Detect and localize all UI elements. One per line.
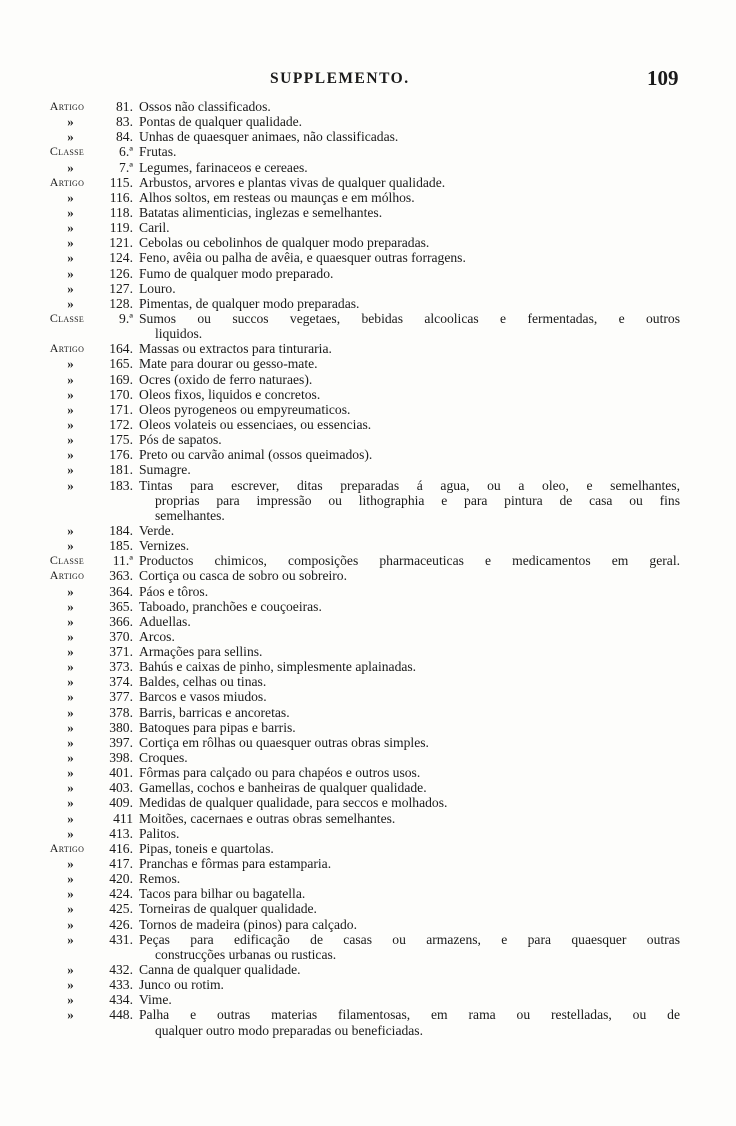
- entry-label: »: [67, 114, 74, 130]
- entry-row: [0, 735, 736, 750]
- entry-text: Fôrmas para calçado ou para chapéos e outros usos.: [139, 765, 421, 781]
- entry-label: »: [67, 780, 74, 796]
- entry-text: Oleos volateis ou essenciaes, ou essencias.: [139, 416, 372, 432]
- entry-text: Torneiras de qualquer qualidade.: [139, 901, 317, 917]
- entry-label: »: [67, 977, 74, 993]
- entry-label: »: [67, 674, 74, 690]
- entry-label: Artigo: [49, 174, 85, 189]
- entry-label: »: [67, 916, 74, 932]
- entry-row: [0, 614, 736, 629]
- entry-number: 371.: [109, 644, 133, 660]
- entry-number: 11.ª: [112, 553, 133, 569]
- entry-row: [0, 356, 736, 371]
- entry-number: 374.: [109, 674, 133, 690]
- entry-text: Vime.: [139, 992, 172, 1008]
- entry-number: 413.: [109, 825, 133, 841]
- entry-text: Fumo de qualquer modo preparado.: [139, 265, 334, 281]
- entry-number: 426.: [109, 916, 133, 932]
- entry-number: 172.: [109, 416, 133, 432]
- entry-label: »: [67, 962, 74, 978]
- entry-text: Unhas de quaesquer animaes, não classificadas.: [139, 129, 399, 145]
- entry-number: 84.: [116, 129, 133, 145]
- entry-label: Classe: [49, 553, 85, 568]
- entry-number: 170.: [109, 386, 133, 402]
- entry-number: 432.: [109, 962, 133, 978]
- entry-text: Ocres (oxido de ferro naturaes).: [139, 371, 313, 387]
- entry-text: Alhos soltos, em resteas ou maunças e em mólhos.: [139, 189, 415, 205]
- entry-text: Arcos.: [139, 628, 175, 644]
- entry-text: Cebolas ou cebolinhos de qualquer modo preparadas.: [139, 235, 430, 251]
- entry-label: »: [67, 598, 74, 614]
- entry-text: liquidos.: [155, 326, 203, 342]
- entry-number: 124.: [109, 250, 133, 266]
- entry-row: [0, 250, 736, 265]
- entry-number: 119.: [109, 220, 133, 236]
- entry-label: Artigo: [49, 341, 85, 356]
- entry-label: »: [67, 432, 74, 448]
- entry-label: Artigo: [49, 99, 85, 113]
- entry-label: »: [67, 825, 74, 841]
- entry-row: [0, 144, 736, 159]
- entry-text: Peças para edificação de casas ou armazens, e para quaesquer outras: [139, 931, 680, 947]
- entry-label: »: [67, 628, 74, 644]
- entry-row: [0, 478, 736, 493]
- entry-row: [0, 659, 736, 674]
- entry-row: [0, 826, 736, 841]
- entry-label: »: [67, 416, 74, 432]
- entry-text: Ossos não classificados.: [139, 99, 271, 114]
- entry-number: 424.: [109, 886, 133, 902]
- entry-number: 417.: [109, 856, 133, 872]
- entry-label: »: [67, 235, 74, 251]
- entry-number: 183.: [109, 477, 133, 493]
- entry-row: [0, 387, 736, 402]
- entry-text: Croques.: [139, 750, 188, 766]
- entry-row: [0, 992, 736, 1007]
- entry-row: [0, 629, 736, 644]
- entry-text: Baldes, celhas ou tinas.: [139, 674, 267, 690]
- entry-text: Oleos fixos, liquidos e concretos.: [139, 386, 321, 402]
- entry-text: Tacos para bilhar ou bagatella.: [139, 886, 306, 902]
- page-title: SUPPLEMENTO.: [270, 70, 410, 87]
- entry-label: »: [67, 689, 74, 705]
- entry-number: 83.: [116, 114, 133, 130]
- entry-text: Oleos pyrogeneos ou empyreumaticos.: [139, 401, 351, 417]
- entry-text: Tornos de madeira (pinos) para calçado.: [139, 916, 357, 932]
- entry-row: [0, 599, 736, 614]
- entry-continuation: [0, 508, 736, 523]
- entry-row: [0, 311, 736, 326]
- entry-number: 378.: [109, 704, 133, 720]
- entry-label: »: [67, 886, 74, 902]
- entry-row: [0, 765, 736, 780]
- entry-label: Classe: [49, 144, 85, 159]
- entry-label: »: [67, 704, 74, 720]
- entry-text: Verde.: [139, 522, 175, 538]
- entry-label: »: [67, 644, 74, 660]
- entry-continuation: [0, 326, 736, 341]
- entry-row: [0, 99, 736, 114]
- entry-row: [0, 674, 736, 689]
- entry-number: 366.: [109, 613, 133, 629]
- entry-row: [0, 220, 736, 235]
- entry-row: [0, 932, 736, 947]
- entry-row: [0, 689, 736, 704]
- entry-number: 377.: [109, 689, 133, 705]
- entry-row: [0, 720, 736, 735]
- entry-number: 425.: [109, 901, 133, 917]
- entry-label: »: [67, 613, 74, 629]
- entry-row: [0, 523, 736, 538]
- entry-label: »: [67, 538, 74, 554]
- entry-text: Sumos ou succos vegetaes, bebidas alcoolicas e fermentadas, e outros: [139, 310, 680, 326]
- entry-number: 121.: [109, 235, 133, 251]
- entry-number: 116.: [109, 189, 133, 205]
- entry-row: [0, 795, 736, 810]
- entry-text: Junco ou rotim.: [139, 977, 224, 993]
- entry-label: »: [67, 659, 74, 675]
- entry-text: Taboado, pranchões e couçoeiras.: [139, 598, 322, 614]
- entry-text: Aduellas.: [139, 613, 191, 629]
- entry-text: Moitões, cacernaes e outras obras semelhantes.: [139, 810, 396, 826]
- entry-text: Batoques para pipas e barris.: [139, 719, 296, 735]
- entry-row: [0, 235, 736, 250]
- entry-row: [0, 129, 736, 144]
- entry-text: Barris, barricas e ancoretas.: [139, 704, 290, 720]
- entry-label: »: [67, 765, 74, 781]
- entry-text: Armações para sellins.: [139, 644, 263, 660]
- entry-row: [0, 584, 736, 599]
- entry-text: Batatas alimenticias, inglezas e semelhantes.: [139, 204, 383, 220]
- entry-label: »: [67, 931, 74, 947]
- entry-label: »: [67, 901, 74, 917]
- page-number: 109: [647, 66, 679, 90]
- entry-number: 373.: [109, 659, 133, 675]
- entry-row: [0, 841, 736, 856]
- entry-number: 128.: [109, 295, 133, 311]
- entry-continuation: [0, 1023, 736, 1038]
- entry-text: qualquer outro modo preparadas ou beneficiadas.: [155, 1022, 423, 1038]
- entry-row: [0, 402, 736, 417]
- entry-label: »: [67, 719, 74, 735]
- entry-label: »: [67, 386, 74, 402]
- entry-text: Pós de sapatos.: [139, 432, 222, 448]
- entry-number: 115.: [109, 174, 133, 190]
- entry-text: Cortiça ou casca de sobro ou sobreiro.: [139, 568, 347, 584]
- entry-row: [0, 447, 736, 462]
- entry-row: [0, 705, 736, 720]
- entry-number: 409.: [109, 795, 133, 811]
- entry-text: Pontas de qualquer qualidade.: [139, 114, 303, 130]
- entry-label: »: [67, 401, 74, 417]
- entry-number: 403.: [109, 780, 133, 796]
- entry-row: [0, 538, 736, 553]
- entry-row: [0, 644, 736, 659]
- entry-text: Barcos e vasos miudos.: [139, 689, 267, 705]
- entry-number: 184.: [109, 522, 133, 538]
- entry-number: 411: [113, 810, 133, 826]
- entry-number: 398.: [109, 750, 133, 766]
- entry-row: [0, 901, 736, 916]
- entry-text: Pranchas e fôrmas para estamparia.: [139, 856, 332, 872]
- entry-label: »: [67, 280, 74, 296]
- entry-row: [0, 372, 736, 387]
- entry-text: Legumes, farinaceos e cereaes.: [139, 159, 308, 175]
- entry-label: »: [67, 856, 74, 872]
- entry-text: Pimentas, de qualquer modo preparadas.: [139, 295, 360, 311]
- entry-label: »: [67, 356, 74, 372]
- entry-number: 9.ª: [119, 310, 133, 326]
- entry-row: [0, 462, 736, 477]
- entry-number: 420.: [109, 871, 133, 887]
- entry-text: Pipas, toneis e quartolas.: [139, 840, 274, 856]
- entry-text: Tintas para escrever, ditas preparadas á agua, ou a oleo, e semelhantes,: [139, 477, 680, 493]
- page-header: [0, 66, 736, 96]
- entry-text: Sumagre.: [139, 462, 191, 478]
- entry-text: Páos e tôros.: [139, 583, 209, 599]
- entry-row: [0, 432, 736, 447]
- entry-text: Canna de qualquer qualidade.: [139, 962, 301, 978]
- entry-row: [0, 553, 736, 568]
- entry-row: [0, 886, 736, 901]
- entry-label: »: [67, 265, 74, 281]
- entry-text: Palitos.: [139, 825, 180, 841]
- entry-text: Feno, avêia ou palha de avêia, e quaesquer outras forragens.: [139, 250, 466, 266]
- entry-label: »: [67, 204, 74, 220]
- entry-number: 181.: [109, 462, 133, 478]
- entry-text: Massas ou extractos para tinturaria.: [139, 341, 332, 357]
- entry-number: 81.: [116, 99, 133, 114]
- entry-label: Artigo: [49, 840, 85, 855]
- entry-label: »: [67, 159, 74, 175]
- entry-text: Cortiça em rôlhas ou quaesquer outras obras simples.: [139, 734, 429, 750]
- entry-text: construcções urbanas ou rusticas.: [155, 946, 337, 962]
- entry-continuation: [0, 947, 736, 962]
- entry-number: 7.ª: [119, 159, 133, 175]
- entry-number: 434.: [109, 992, 133, 1008]
- entry-row: [0, 341, 736, 356]
- entry-row: [0, 114, 736, 129]
- entry-text: Caril.: [139, 220, 170, 236]
- entry-text: Bahús e caixas de pinho, simplesmente aplainadas.: [139, 659, 417, 675]
- entry-row: [0, 1007, 736, 1022]
- entry-text: Productos chimicos, composições pharmaceuticas e medicamentos em geral.: [139, 553, 680, 569]
- entry-label: »: [67, 250, 74, 266]
- entry-label: »: [67, 750, 74, 766]
- entry-number: 363.: [109, 568, 133, 584]
- entry-row: [0, 977, 736, 992]
- entry-number: 118.: [109, 204, 133, 220]
- entry-row: [0, 417, 736, 432]
- entry-label: »: [67, 129, 74, 145]
- entry-label: »: [67, 462, 74, 478]
- entry-row: [0, 205, 736, 220]
- entry-row: [0, 871, 736, 886]
- entry-row: [0, 281, 736, 296]
- entry-row: [0, 160, 736, 175]
- entry-row: [0, 811, 736, 826]
- entry-text: Gamellas, cochos e banheiras de qualquer qualidade.: [139, 780, 427, 796]
- entry-label: »: [67, 522, 74, 538]
- entry-label: Artigo: [49, 568, 85, 583]
- entry-number: 370.: [109, 628, 133, 644]
- entry-text: proprias para impressão ou lithographia e para pintura de casa ou fins: [155, 492, 680, 508]
- entry-text: Palha e outras materias filamentosas, em rama ou restelladas, ou de: [139, 1007, 680, 1023]
- entry-text: Mate para dourar ou gesso-mate.: [139, 356, 318, 372]
- entry-label: »: [67, 871, 74, 887]
- entry-row: [0, 175, 736, 190]
- entry-label: »: [67, 734, 74, 750]
- entry-label: »: [67, 795, 74, 811]
- entry-number: 175.: [109, 432, 133, 448]
- entry-number: 6.ª: [119, 144, 133, 160]
- entry-label: »: [67, 371, 74, 387]
- entry-text: Preto ou carvão animal (ossos queimados).: [139, 447, 373, 463]
- entry-row: [0, 856, 736, 871]
- entry-row: [0, 750, 736, 765]
- entry-number: 433.: [109, 977, 133, 993]
- entry-label: »: [67, 220, 74, 236]
- entry-label: »: [67, 992, 74, 1008]
- entry-row: [0, 568, 736, 583]
- entry-label: »: [67, 1007, 74, 1023]
- entry-number: 364.: [109, 583, 133, 599]
- entry-text: Louro.: [139, 280, 176, 296]
- entry-number: 176.: [109, 447, 133, 463]
- entry-number: 126.: [109, 265, 133, 281]
- entry-text: semelhantes.: [155, 507, 225, 523]
- entry-continuation: [0, 493, 736, 508]
- entry-number: 380.: [109, 719, 133, 735]
- entry-number: 171.: [109, 401, 133, 417]
- entry-number: 185.: [109, 538, 133, 554]
- entry-label: »: [67, 810, 74, 826]
- entry-number: 431.: [109, 931, 133, 947]
- entry-number: 397.: [109, 734, 133, 750]
- entry-text: Medidas de qualquer qualidade, para seccos e molhados.: [139, 795, 448, 811]
- entry-number: 365.: [109, 598, 133, 614]
- entry-label: »: [67, 583, 74, 599]
- entry-number: 448.: [109, 1007, 133, 1023]
- entry-label: Classe: [49, 310, 85, 325]
- entry-row: [0, 780, 736, 795]
- entry-number: 164.: [109, 341, 133, 357]
- entry-number: 165.: [109, 356, 133, 372]
- entry-number: 169.: [109, 371, 133, 387]
- entry-row: [0, 917, 736, 932]
- entry-list: [0, 99, 736, 1038]
- entry-label: »: [67, 189, 74, 205]
- entry-row: [0, 266, 736, 281]
- entry-number: 127.: [109, 280, 133, 296]
- entry-label: »: [67, 447, 74, 463]
- entry-text: Remos.: [139, 871, 181, 887]
- entry-row: [0, 296, 736, 311]
- entry-label: »: [67, 477, 74, 493]
- entry-row: [0, 962, 736, 977]
- entry-number: 401.: [109, 765, 133, 781]
- entry-text: Frutas.: [139, 144, 177, 160]
- entry-text: Arbustos, arvores e plantas vivas de qualquer qualidade.: [139, 174, 446, 190]
- entry-text: Vernizes.: [139, 538, 190, 554]
- entry-row: [0, 190, 736, 205]
- entry-number: 416.: [109, 840, 133, 856]
- entry-label: »: [67, 295, 74, 311]
